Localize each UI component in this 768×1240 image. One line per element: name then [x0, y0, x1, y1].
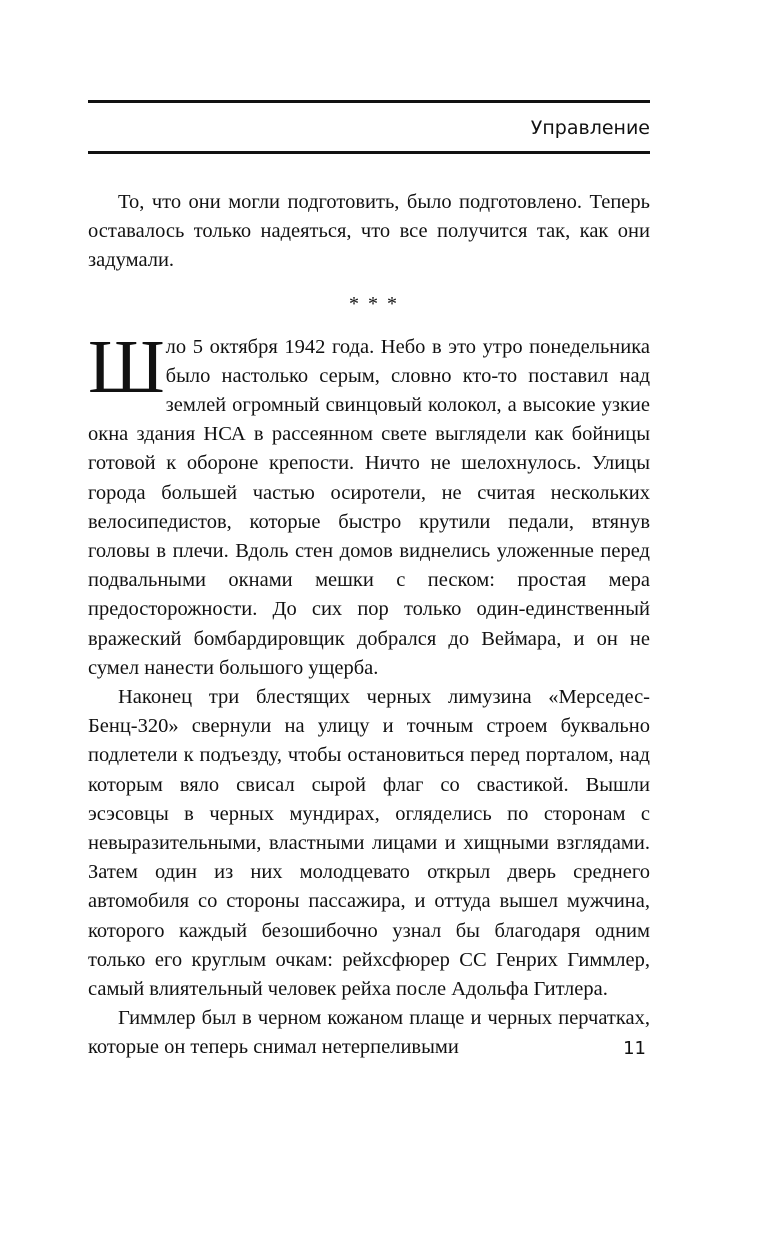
section-separator: * * *: [349, 292, 399, 315]
first-paragraph-text: ло 5 октября 1942 года. Небо в это утро понедельника было настолько серым, словно кто-то поставил над землей огромный свинцовый колокол, а высокие узкие окна здания НСА в рассеянном свете выглядели как бойницы готовой к обороне крепости. Ничто не шелохнулось. Улицы города большей частью осиротели, не считая нескольких велосипедистов, которые быстро крутили педали, втянув головы в плечи. Вдоль стен домов виднелись уложенные перед подвальными окнами мешки с песком: простая мера предосторожности. До сих пор только один-единственный вражеский бомбардировщик добрался до Веймара, и он не сумел нанести большого ущерба.: [88, 335, 650, 679]
body-text: [88, 188, 650, 1063]
second-paragraph: Наконец три блестящих черных лимузина «Мерседес-Бенц-320» свернули на улицу и точным строем буквально подлетели к подъезду, чтобы остановиться перед порталом, над которым вяло свисал сырой флаг со свастикой. Вышли эсэсовцы в черных мундирах, огляделись по сторонам с невыразительными, властными лицами и хищными взглядами. Затем один из них молодцевато открыл дверь среднего автомобиля со стороны пассажира, и оттуда вышел мужчина, которого каждый безошибочно узнал бы благодаря одним только его круглым очкам: рейхсфюрер СС Генрих Гиммлер, самый влиятельный человек рейха после Адольфа Гитлера.: [88, 686, 650, 1001]
intro-paragraph: То, что они могли подготовить, было подготовлено. Теперь оставалось только надеяться, что все получится так, как они задумали.: [88, 191, 650, 272]
running-header: [88, 100, 650, 154]
running-header-title: Управление: [530, 117, 650, 139]
book-page: [88, 100, 650, 1180]
chapter-first-paragraph: [88, 324, 650, 683]
page-number: 11: [623, 1038, 646, 1059]
third-paragraph: Гиммлер был в черном кожаном плаще и черных перчатках, которые он теперь снимал нетерпеливыми: [88, 1007, 650, 1059]
drop-cap: Ш: [88, 324, 162, 409]
